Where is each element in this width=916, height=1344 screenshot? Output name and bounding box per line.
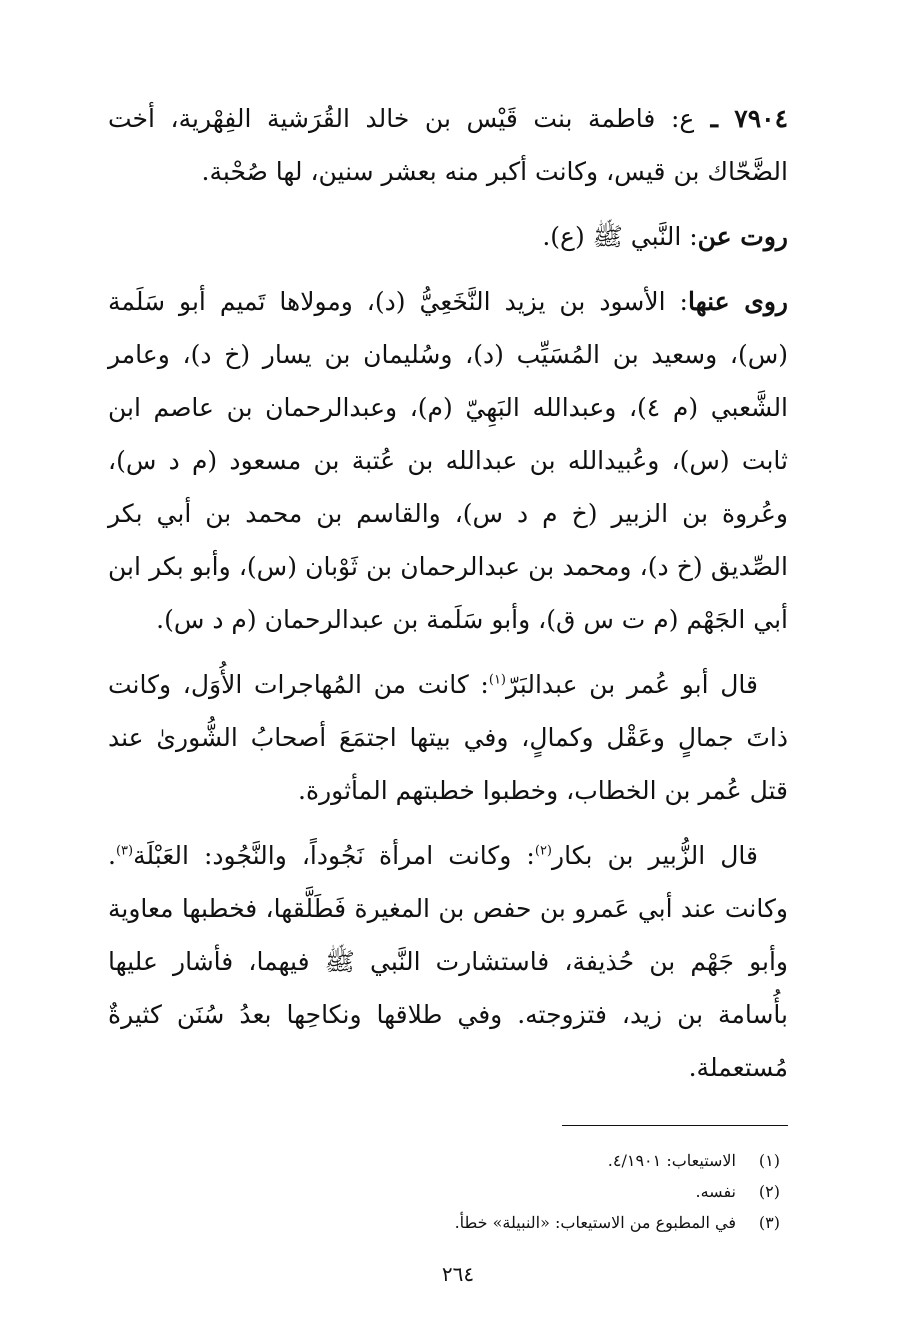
footnote-number: (٣)	[758, 1213, 780, 1232]
entry-heading-paragraph	[108, 92, 788, 198]
footnote-ref-1[interactable]: (١)	[488, 672, 506, 688]
footnotes	[108, 1145, 780, 1238]
narrators-paragraph	[108, 275, 788, 646]
narrated-from-label: روت عن	[697, 222, 788, 251]
footnote-text: في المطبوع من الاستيعاب: «النبيلة» خطأ.	[454, 1213, 736, 1232]
footnote-item	[108, 1145, 780, 1176]
footnote-number: (١)	[758, 1151, 780, 1170]
narrated-from-paragraph	[108, 210, 788, 263]
footnote-text: الاستيعاب: ٤/١٩٠١.	[607, 1151, 736, 1170]
entry-dash: ـ	[694, 104, 735, 133]
abu-umar-after: : كانت من المُهاجرات الأُوَل، وكانت ذاتَ جمالٍ وعَقْل وكمالٍ، وفي بيتها اجتمَعَ أصحابُ الشُّورىٰ عند قتل عُمر بن الخطاب، وخطبوا خطبتهم المأثورة.	[108, 670, 788, 805]
footnote-item	[108, 1207, 780, 1238]
entry-code: ع	[679, 104, 695, 133]
abu-umar-before: قال أبو عُمر بن عبدالبَرّ	[506, 670, 758, 699]
zubair-before: قال الزُّبير بن بكار	[552, 841, 758, 870]
main-text	[108, 92, 788, 1106]
footnote-ref-2[interactable]: (٢)	[534, 843, 552, 859]
footnote-item	[108, 1176, 780, 1207]
abu-umar-paragraph	[108, 658, 788, 817]
narrators-label: روى عنها	[687, 287, 788, 316]
footnote-ref-3[interactable]: (٣)	[115, 843, 134, 859]
page-number: ٢٦٤	[441, 1262, 475, 1286]
footnote-divider	[562, 1125, 788, 1126]
entry-number: ٧٩٠٤	[734, 104, 789, 133]
footnote-number: (٢)	[758, 1182, 780, 1201]
zubair-after: . وكانت عند أبي عَمرو بن حفص بن المغيرة فَطَلَّقها، فخطبها معاوية وأبو جَهْم بن حُذيفة، فاستشارت النَّبي ﷺ فيهما، فأشار عليها بأُسامة بن زيد، فتزوجته. وفي طلاقها ونكاحِها بعدُ سُنَن كثيرةٌ مُستعملة.	[108, 841, 788, 1082]
narrated-from-text: : النَّبي ﷺ (ع).	[542, 222, 698, 251]
entry-text: : فاطمة بنت قَيْس بن خالد القُرَشية الفِهْرية، أخت الضَّحّاك بن قيس، وكانت أكبر منه بعشر سنين، لها صُحْبة.	[108, 104, 788, 186]
narrators-text: : الأسود بن يزيد النَّخَعِيُّ (د)، ومولاها تَميم أبو سَلَمة (س)، وسعيد بن المُسَيِّب (د)، وسُليمان بن يسار (خ د)، وعامر الشَّعبي (م ٤)، وعبدالله البَهِيّ (م)، وعبدالرحمان بن عاصم ابن ثابت (س)، وعُبيدالله بن عبدالله بن عُتبة بن مسعود (م د س)، وعُروة بن الزبير (خ م د س)، والقاسم بن محمد بن أبي بكر الصِّديق (خ د)، ومحمد بن عبدالرحمان بن ثَوْبان (س)، وأبو بكر ابن أبي الجَهْم (م ت س ق)، وأبو سَلَمة بن عبدالرحمان (م د س).	[108, 287, 789, 634]
footnote-text: نفسه.	[695, 1182, 736, 1201]
zubair-middle: : وكانت امرأة نَجُوداً، والنَّجُود: العَبْلَة	[133, 841, 535, 870]
zubair-paragraph	[108, 829, 788, 1094]
